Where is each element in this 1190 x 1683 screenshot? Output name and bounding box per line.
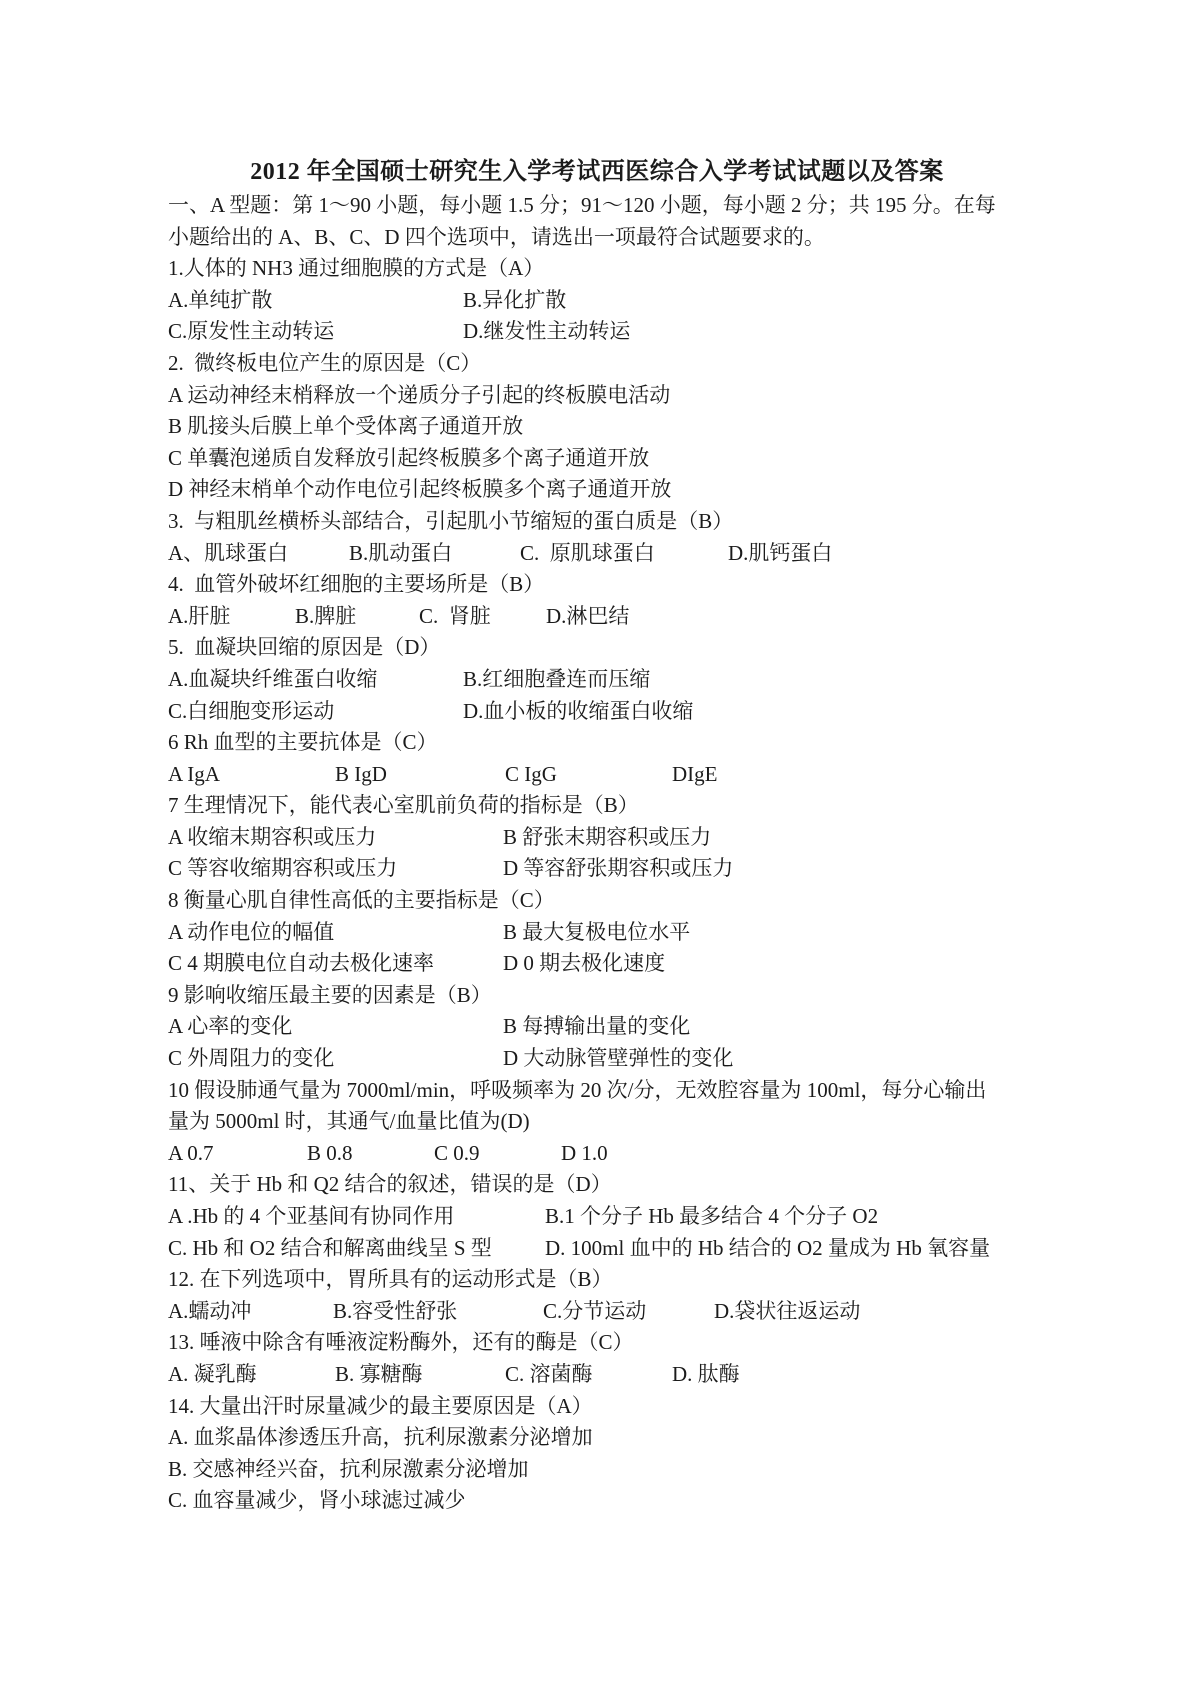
option-cell: B. 交感神经兴奋，抗利尿激素分泌增加 [168,1456,529,1481]
option-cell: A IgA [168,761,220,786]
question-6-stem: 6 Rh 血型的主要抗体是（C） [168,730,438,755]
option-cell: D.继发性主动转运 [463,319,631,344]
document-title: 2012 年全国硕士研究生入学考试西医综合入学考试试题以及答案 [250,159,944,185]
option-cell: C. Hb 和 O2 结合和解离曲线呈 S 型 [168,1235,492,1260]
option-cell: A 运动神经末梢释放一个递质分子引起的终板膜电活动 [168,382,671,407]
option-cell: A. 血浆晶体渗透压升高，抗利尿激素分泌增加 [168,1425,593,1450]
question-8-stem: 8 衡量心肌自律性高低的主要指标是（C） [168,888,555,913]
question-14-options-row-2 [168,1454,1026,1486]
question-12-options-row-1 [168,1296,1026,1328]
question-8-options-row-2 [168,948,1026,980]
option-cell: D. 肽酶 [672,1361,740,1386]
question-2-stem: 2. 微终板电位产生的原因是（C） [168,350,482,375]
option-cell: C.原发性主动转运 [168,319,335,344]
option-cell: A.单纯扩散 [168,287,273,312]
question-2-options-row-4 [168,474,1026,506]
option-cell: C.分节运动 [543,1298,647,1323]
question-13-options-row-1 [168,1359,1026,1391]
question-5-stem: 5. 血凝块回缩的原因是（D） [168,635,441,660]
option-cell: A 心率的变化 [168,1014,293,1039]
question-13-stem: 13. 唾液中除含有唾液淀粉酶外，还有的酶是（C） [168,1330,634,1355]
option-cell: C. 原肌球蛋白 [520,540,655,565]
option-cell: D 等容舒张期容积或压力 [503,856,734,881]
question-11-stem: 11、关于 Hb 和 Q2 结合的叙述，错误的是（D） [168,1172,612,1197]
option-cell: DIgE [672,761,718,786]
question-12-stem: 12. 在下列选项中，胃所具有的运动形式是（B） [168,1267,613,1292]
question-3-stem: 3. 与粗肌丝横桥头部结合，引起肌小节缩短的蛋白质是（B） [168,508,734,533]
option-cell: B 肌接头后膜上单个受体离子通道开放 [168,414,524,439]
option-cell: A.肝脏 [168,603,231,628]
option-cell: B. 寡糖酶 [335,1361,423,1386]
option-cell: A .Hb 的 4 个亚基间有协同作用 [168,1204,455,1228]
option-cell: C.白细胞变形运动 [168,698,335,723]
question-11-options-row-2 [168,1233,1026,1265]
option-cell: D.血小板的收缩蛋白收缩 [463,698,694,723]
option-cell: B.异化扩散 [463,287,567,312]
document-body [168,190,1026,1517]
question-7-options-row-2 [168,853,1026,885]
question-6-options-row-1 [168,759,1026,791]
option-cell: B.肌动蛋白 [349,540,453,565]
question-9-options-row-1 [168,1011,1026,1043]
question-4-stem: 4. 血管外破坏红细胞的主要场所是（B） [168,572,545,597]
question-2-options-row-2 [168,411,1026,443]
option-cell: D.袋状往返运动 [714,1298,861,1323]
option-cell: A、肌球蛋白 [168,540,289,565]
option-cell: B.1 个分子 Hb 最多结合 4 个分子 O2 [545,1204,879,1228]
option-cell: A.血凝块纤维蛋白收缩 [168,666,378,691]
option-cell: B.容受性舒张 [333,1298,458,1323]
option-cell: C. 溶菌酶 [505,1361,593,1386]
question-1-stem: 1.人体的 NH3 通过细胞膜的方式是（A） [168,256,545,281]
option-cell: C. 血容量减少，肾小球滤过减少 [168,1488,466,1513]
option-cell: C 0.9 [434,1140,480,1165]
option-cell: A 动作电位的幅值 [168,919,335,944]
option-cell: D 0 期去极化速度 [503,951,666,976]
question-10-stem: 10 假设肺通气量为 7000ml/min，呼吸频率为 20 次/分，无效腔容量为 100ml，每分心输出 [168,1077,987,1102]
option-cell: B 最大复极电位水平 [503,919,691,944]
intro-line-2: 小题给出的 A、B、C、D 四个选项中，请选出一项最符合试题要求的。 [168,224,825,249]
option-cell: B.脾脏 [295,603,357,628]
question-8-options-row-1 [168,917,1026,949]
option-cell: C 等容收缩期容积或压力 [168,856,398,881]
question-2-options-row-3 [168,443,1026,475]
option-cell: A.蠕动冲 [168,1298,252,1323]
option-cell: C IgG [505,761,557,786]
option-cell: B IgD [335,761,387,786]
question-4-options-row-1 [168,601,1026,633]
question-3-options-row-1 [168,538,1026,570]
option-cell: D 1.0 [561,1140,608,1165]
question-9-options-row-2 [168,1043,1026,1075]
question-14-options-row-3 [168,1485,1026,1517]
option-cell: D.淋巴结 [546,603,630,628]
question-11-options-row-1 [168,1201,1026,1233]
question-10-options-row-1 [168,1138,1026,1170]
question-7-options-row-1 [168,822,1026,854]
option-cell: D. 100ml 血中的 Hb 结合的 O2 量成为 Hb 氧容量 [545,1235,991,1260]
option-cell: C. 肾脏 [419,603,491,628]
question-14-options-row-1 [168,1422,1026,1454]
question-5-options-row-1 [168,664,1026,696]
question-10-stem-cont: 量为 5000ml 时，其通气/血量比值为(D) [168,1109,530,1134]
option-cell: B.红细胞叠连而压缩 [463,666,651,691]
question-2-options-row-1 [168,380,1026,412]
question-1-options-row-1 [168,285,1026,317]
option-cell: A. 凝乳酶 [168,1361,257,1386]
question-5-options-row-2 [168,696,1026,728]
option-cell: D 大动脉管壁弹性的变化 [503,1046,734,1071]
question-14-stem: 14. 大量出汗时尿量减少的最主要原因是（A） [168,1393,593,1418]
option-cell: B 舒张末期容积或压力 [503,824,712,849]
option-cell: C 单囊泡递质自发释放引起终板膜多个离子通道开放 [168,445,650,470]
document-content [168,154,1026,1517]
option-cell: C 4 期膜电位自动去极化速率 [168,951,435,976]
option-cell: B 每搏输出量的变化 [503,1014,691,1039]
question-7-stem: 7 生理情况下，能代表心室肌前负荷的指标是（B） [168,793,639,818]
option-cell: C 外周阻力的变化 [168,1046,335,1071]
question-1-options-row-2 [168,316,1026,348]
option-cell: D 神经末梢单个动作电位引起终板膜多个离子通道开放 [168,477,672,502]
option-cell: A 收缩末期容积或压力 [168,824,377,849]
intro-line-1: 一、A 型题：第 1～90 小题，每小题 1.5 分；91～120 小题，每小题 2 分；共 195 分。在每 [168,193,996,217]
option-cell: B 0.8 [307,1140,353,1165]
option-cell: D.肌钙蛋白 [728,540,833,565]
option-cell: A 0.7 [168,1140,214,1165]
question-9-stem: 9 影响收缩压最主要的因素是（B） [168,982,492,1007]
